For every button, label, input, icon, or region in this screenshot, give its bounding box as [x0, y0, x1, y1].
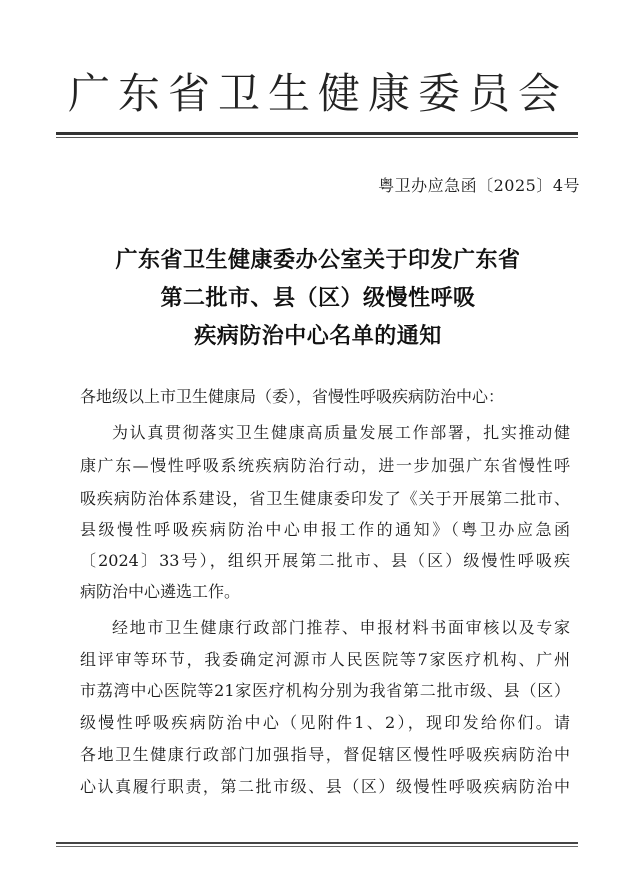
- body-text-line: 为认真贯彻落实卫生健康高质量发展工作部署，扎实推动健: [112, 423, 570, 442]
- footer-rule-thin: [56, 846, 578, 847]
- body-text-line: 〔2024〕33号），组织开展第二批市、县（区）级慢性呼吸疾: [80, 551, 570, 570]
- salutation-line: 各地级以上市卫生健康局（委），省慢性呼吸疾病防治中心：: [80, 387, 505, 406]
- issuer-header: 广东省卫生健康委员会: [67, 69, 568, 118]
- document-title-line: 广东省卫生健康委办公室关于印发广东省: [115, 247, 521, 273]
- body-text-line: 康广东—慢性呼吸系统疾病防治行动，进一步加强广东省慢性呼: [80, 456, 570, 475]
- body-text-line: 市荔湾中心医院等21家医疗机构分别为我省第二批市级、县（区）: [80, 681, 570, 700]
- body-text-line: 级慢性呼吸疾病防治中心（见附件1、2），现印发给你们。请: [80, 713, 570, 732]
- header-rule-thin: [56, 137, 578, 138]
- body-text-line: 各地卫生健康行政部门加强指导，督促辖区慢性呼吸疾病防治中: [80, 745, 570, 764]
- body-text-line: 心认真履行职责，第二批市级、县（区）级慢性呼吸疾病防治中: [80, 777, 570, 796]
- body-text-line: 吸疾病防治体系建设，省卫生健康委印发了《关于开展第二批市、: [80, 489, 570, 508]
- body-text-line: 组评审等环节，我委确定河源市人民医院等7家医疗机构、广州: [80, 650, 570, 669]
- body-text-line: 经地市卫生健康行政部门推荐、申报材料书面审核以及专家: [112, 618, 570, 637]
- footer-rule-thick: [56, 842, 578, 844]
- document-title-line: 疾病防治中心名单的通知: [194, 323, 442, 349]
- body-text-line: 病防治中心遴选工作。: [80, 582, 241, 601]
- document-title-line: 第二批市、县（区）级慢性呼吸: [160, 285, 476, 311]
- body-text-line: 县级慢性呼吸疾病防治中心申报工作的通知》（粤卫办应急函: [80, 520, 570, 539]
- document-number: 粤卫办应急函〔2025〕4号: [378, 176, 580, 195]
- header-rule-thick: [56, 132, 578, 135]
